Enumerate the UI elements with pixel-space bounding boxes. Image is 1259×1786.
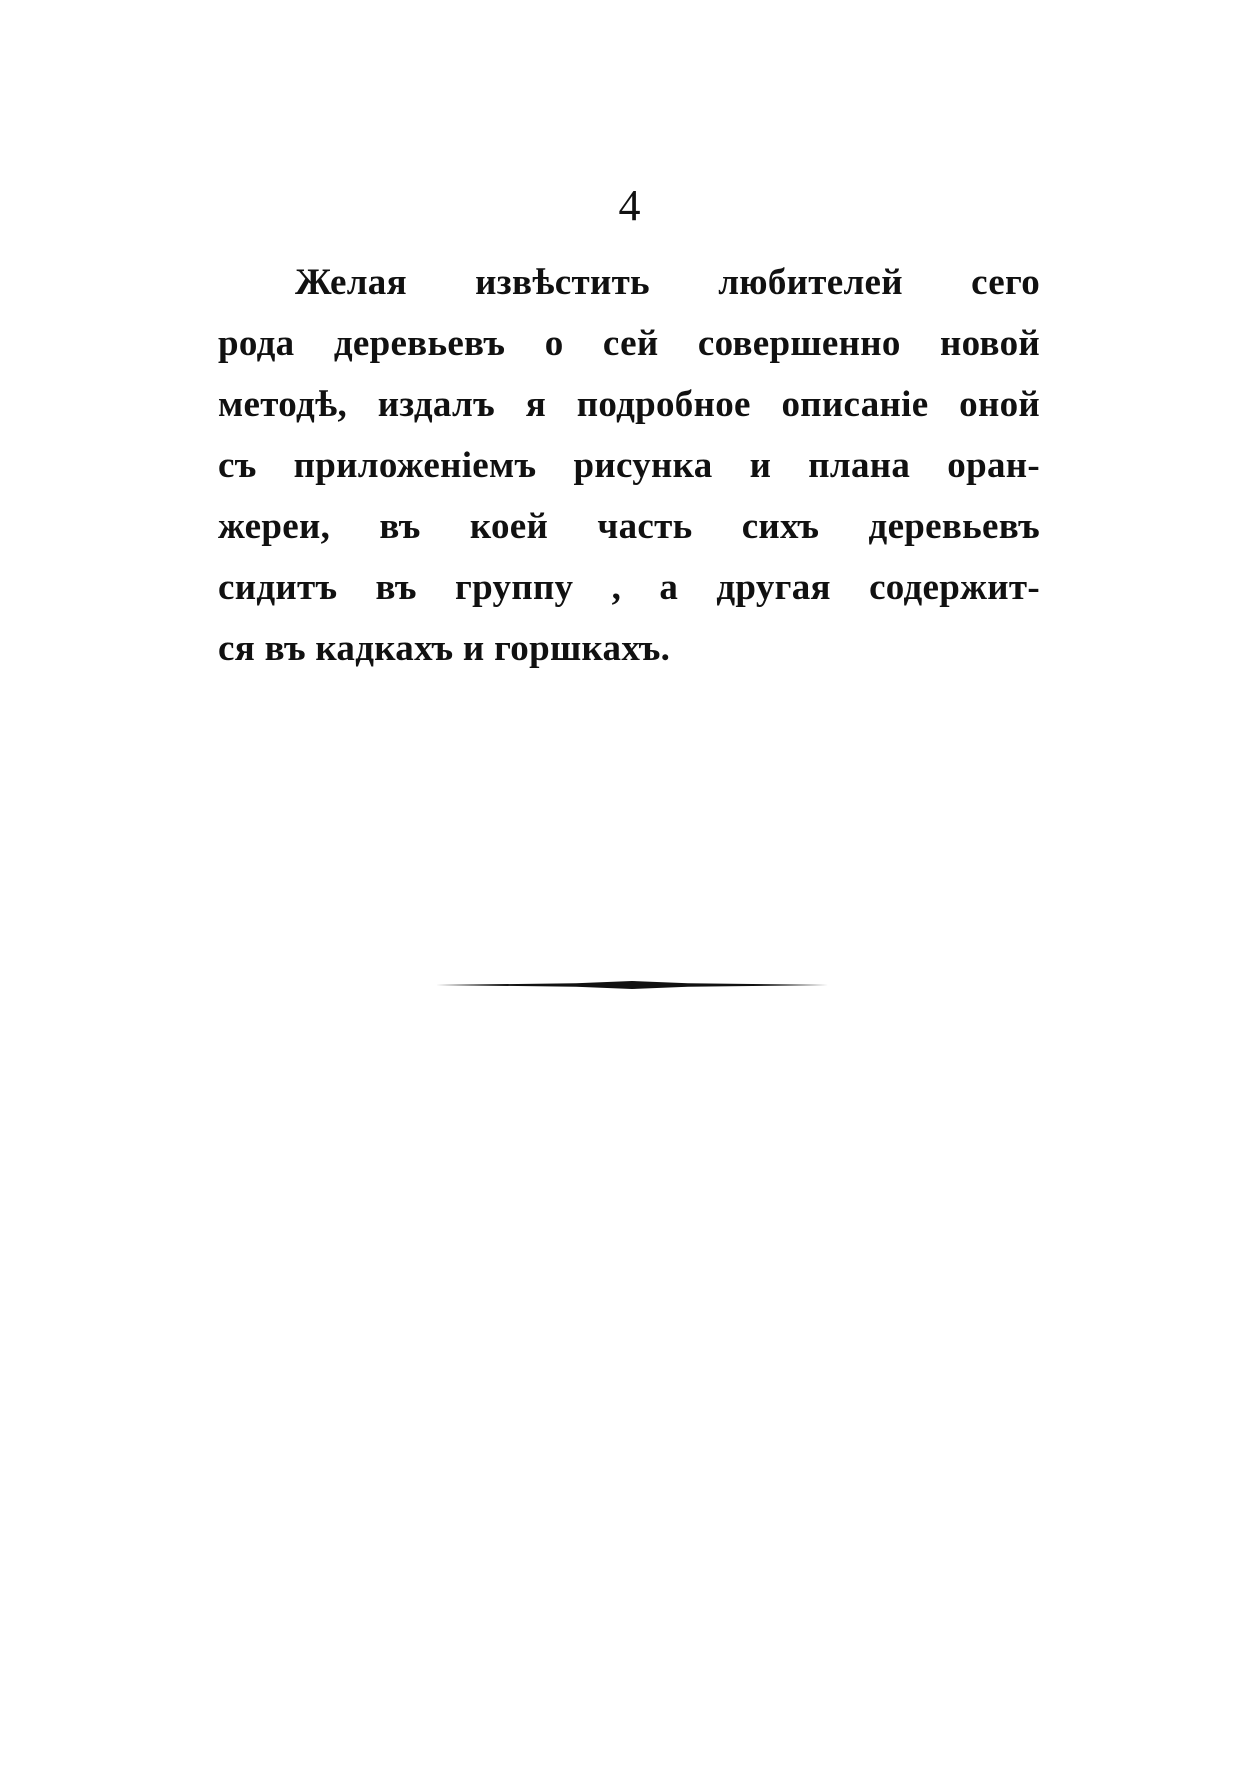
text-line: методѣ, издалъ я подробное описаніе оной <box>218 384 1040 425</box>
text-line: ся въ кадкахъ и горшкахъ. <box>218 628 671 669</box>
text-line: Желая извѣстить любителей сего <box>295 262 1040 303</box>
text-line: сидитъ въ группу , а другая содержит- <box>218 567 1040 608</box>
paragraph <box>218 252 1040 679</box>
page-number: 4 <box>618 181 641 230</box>
text-line: жереи, въ коей часть сихъ деревьевъ <box>218 506 1040 547</box>
text-line: рода деревьевъ о сей совершенно новой <box>218 323 1040 364</box>
text-line: съ приложеніемъ рисунка и плана оран- <box>218 445 1040 486</box>
decorative-rule <box>436 980 828 990</box>
